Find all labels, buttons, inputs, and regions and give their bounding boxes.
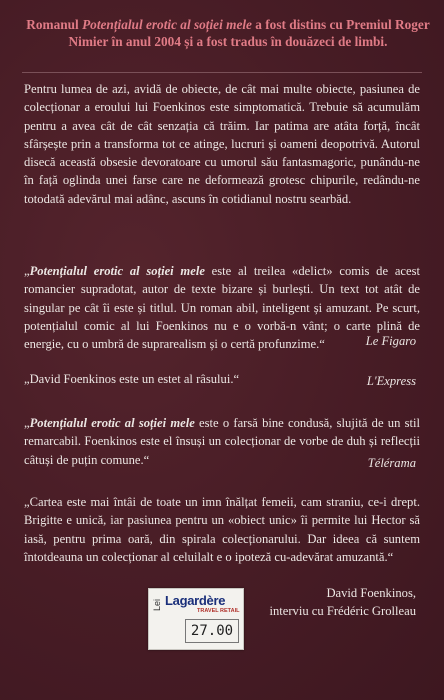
quote-source: L'Express [366, 374, 416, 388]
award-intro [26, 16, 430, 50]
quote-source: Le Figaro [365, 334, 416, 348]
intro-text-start: Romanul [26, 17, 83, 32]
quote-author-note: interviu cu Frédéric Grolleau [269, 604, 416, 618]
quote-author: David Foenkinos, [326, 586, 416, 600]
price-sticker [148, 588, 244, 650]
quote-text: este al treilea «delict» comis de acest romancier supradotat, autor de texte bizare și burlești. Un text tot atât de singular pe cât îi este și titlul. Un roman abil, inteligent și amuzant. Pe scurt, potențialul comic al lui Foenkinos nu e o vorbă-n vânt; o carte plină de energie, cu o umbră de suprarealism și o certă profunzime.“ [24, 264, 420, 352]
intro-book-title: Potențialul erotic al soției mele [82, 17, 252, 32]
quote-book-title: Potențialul erotic al soției mele [29, 416, 195, 430]
quote-lexpress: „David Foenkinos este un estet al râsului.“ [24, 372, 240, 386]
intro-text-end: a fost distins cu Premiul Roger Nimier în anul 2004 și a fost tradus în douăzeci de limbi. [68, 17, 430, 49]
description-paragraph: Pentru lumea de azi, avidă de obiecte, de cât mai multe obiecte, pasiunea de colecționar a eroului lui Foenkinos este simptomatică. Trebuie să acumulăm pentru a avea cât de cât senzația că trăim. Iar patima are atâta forță, încât sfârșește prin a transforma tot ce atinge, lucruri și oameni deopotrivă. Autorul disecă această obsesie devoratoare cu umorul său fantasmagoric, punându-ne în față oglinda unei farse care ne deformează grotesc chipurile, redându-ne totodată adevărul mai adânc, ascuns în cotidianul nostru searbăd. [24, 82, 420, 206]
quote-open-mark: „ [24, 264, 30, 278]
quote-le-figaro [24, 262, 420, 353]
divider [22, 72, 422, 73]
price-value: 27.00 [185, 619, 239, 643]
quote-open-mark: „ [24, 416, 30, 430]
quote-text: este o farsă bine condusă, slujită de un stil remarcabil. Foenkinos este el însuși un colecționar de vorbe de duh și reflecții câtuși de puțin comune.“ [24, 416, 420, 467]
quote-author-interview: „Cartea este mai întâi de toate un imn înălțat femeii, cam straniu, ce-i drept. Brigitte e unică, iar pasiunea pentru un «obiect unic» îi permite lui Hector să iasă, pentru prima oară, din spirala colecționarului. Dar ideea că suntem întotdeauna un colecționar al celuilalt e o ipoteză cu-adevărat amuzantă.“ [24, 495, 420, 564]
retailer-tagline: TRAVEL RETAIL [197, 608, 240, 614]
quote-source: Télérama [367, 456, 416, 470]
quote-telerama [24, 414, 420, 469]
currency-label: Lei [152, 598, 162, 611]
quote-book-title: Potențialul erotic al soției mele [29, 264, 205, 278]
retailer-logo: Lagardère [165, 593, 226, 608]
